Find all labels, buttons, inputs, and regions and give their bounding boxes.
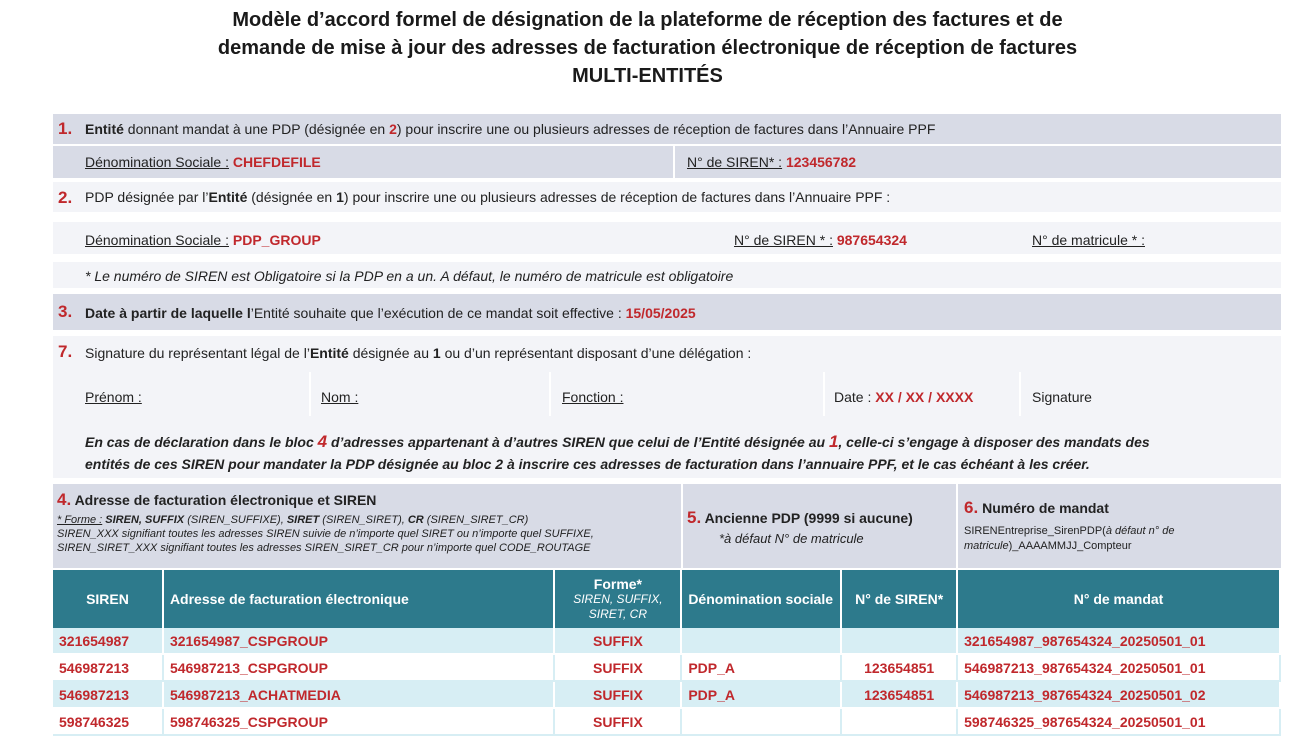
block-7-fields <box>53 372 1281 416</box>
block-5-header <box>683 484 956 568</box>
block-4-line-2: SIREN_XXX signifiant toutes les adresses SIREN suivie de n’importe quel SIRET ou n’importe quel SUFFIXE, <box>57 528 594 540</box>
block-3-number: 3. <box>58 302 73 321</box>
block-2-number: 2. <box>58 188 73 207</box>
table-row <box>53 708 1280 735</box>
cell-nsiren <box>841 708 957 735</box>
block-2-siren: N° de SIREN * : 987654324 <box>734 232 907 248</box>
cell-denomination: PDP_A <box>681 681 841 708</box>
document-title <box>0 6 1295 90</box>
block-5-sub: *à défaut N° de matricule <box>719 531 864 546</box>
cell-adresse: 546987213_ACHATMEDIA <box>163 681 555 708</box>
block-1-denomination: Dénomination Sociale : CHEFDEFILE <box>85 154 321 170</box>
cell-forme: SUFFIX <box>554 681 681 708</box>
cell-denomination <box>681 628 841 654</box>
cell-mandat: 321654987_987654324_20250501_01 <box>957 628 1280 654</box>
cell-mandat: 598746325_987654324_20250501_01 <box>957 708 1280 735</box>
block-2-text: PDP désignée par l’Entité (désignée en 1) pour inscrire une ou plusieurs adresses de réception de factures dans l’Annuaire PPF : <box>85 189 891 205</box>
table-row <box>53 681 1280 708</box>
block-4-title: 4. Adresse de facturation électronique et SIREN <box>57 490 377 509</box>
col-denomination: Dénomination sociale <box>681 570 841 628</box>
col-nsiren: N° de SIREN* <box>841 570 957 628</box>
block-2-matricule: N° de matricule * : <box>1032 232 1145 248</box>
block-4-forme: * Forme : SIREN, SUFFIX (SIREN_SUFFIXE), SIRET (SIREN_SIRET), CR (SIREN_SIRET_CR) <box>57 514 529 526</box>
cell-adresse: 546987213_CSPGROUP <box>163 654 555 681</box>
addresses-table <box>53 570 1281 736</box>
block-2-note-text: * Le numéro de SIREN est Obligatoire si la PDP en a un. A défaut, le numéro de matricule est obligatoire <box>85 268 734 284</box>
block-3 <box>53 294 1281 330</box>
block-7-declaration <box>53 428 1281 478</box>
cell-forme: SUFFIX <box>554 708 681 735</box>
declaration-line-1: En cas de déclaration dans le bloc 4 d’adresses appartenant à d’autres SIREN que celui de l’Entité désignée au 1, celle-ci s’engage à disposer des mandats des <box>85 432 1150 451</box>
block-5-title: 5. Ancienne PDP (9999 si aucune) <box>687 508 913 527</box>
block-7-text: Signature du représentant légal de l’Entité désignée au 1 ou d’un représentant disposant d’une délégation : <box>85 345 752 361</box>
block-6-sub: SIRENEntreprise_SirenPDP(à défaut n° de matricule)_AAAAMMJJ_Compteur <box>964 525 1175 552</box>
nom-label: Nom : <box>321 389 359 405</box>
block-2-denomination: Dénomination Sociale : PDP_GROUP <box>85 232 321 248</box>
cell-nsiren: 123654851 <box>841 654 957 681</box>
cell-denomination: PDP_A <box>681 654 841 681</box>
cell-nsiren <box>841 628 957 654</box>
block-6-title: 6. Numéro de mandat <box>964 498 1109 517</box>
block-2-header <box>53 182 1281 212</box>
signature-label: Signature <box>1032 389 1092 405</box>
block-2-note <box>53 262 1281 288</box>
cell-adresse: 321654987_CSPGROUP <box>163 628 555 654</box>
block-1-header <box>53 114 1281 144</box>
block-1-fields <box>53 146 1281 178</box>
declaration-line-2: entités de ces SIREN pour mandater la PDP désignée au bloc 2 à inscrire ces adresses de facturation dans l’annuaire PPF, et le cas échéant à les créer. <box>85 456 1090 472</box>
cell-nsiren: 123654851 <box>841 681 957 708</box>
col-siren: SIREN <box>53 570 163 628</box>
col-mandat: N° de mandat <box>957 570 1280 628</box>
block-4-header <box>53 484 681 568</box>
cell-mandat: 546987213_987654324_20250501_02 <box>957 681 1280 708</box>
block-1-text: Entité donnant mandat à une PDP (désignée en 2) pour inscrire une ou plusieurs adresses de réception de factures dans l’Annuaire PPF <box>85 121 936 137</box>
block-2-fields <box>53 222 1281 254</box>
block-1-siren: N° de SIREN* : 123456782 <box>687 154 857 170</box>
prenom-label: Prénom : <box>85 389 142 405</box>
cell-siren: 546987213 <box>53 681 163 708</box>
fonction-label: Fonction : <box>562 389 624 405</box>
cell-forme: SUFFIX <box>554 628 681 654</box>
cell-siren: 321654987 <box>53 628 163 654</box>
cell-denomination <box>681 708 841 735</box>
title-line-2: demande de mise à jour des adresses de facturation électronique de réception de factures <box>217 37 1078 59</box>
table-header-row <box>53 570 1280 628</box>
signature-date: Date : XX / XX / XXXX <box>834 389 974 405</box>
table-row <box>53 654 1280 681</box>
cell-mandat: 546987213_987654324_20250501_01 <box>957 654 1280 681</box>
col-adresse: Adresse de facturation électronique <box>163 570 555 628</box>
block-4-line-3: SIREN_SIRET_XXX signifiant toutes les adresses SIREN_SIRET_CR pour n’importe quel CODE_ROUTAGE <box>57 542 591 554</box>
cell-adresse: 598746325_CSPGROUP <box>163 708 555 735</box>
block-1-number: 1. <box>58 119 73 138</box>
cell-siren: 598746325 <box>53 708 163 735</box>
block-7-number: 7. <box>58 342 73 361</box>
table-row <box>53 628 1280 654</box>
title-line-1: Modèle d’accord formel de désignation de la plateforme de réception des factures et de <box>232 9 1063 31</box>
col-forme: Forme* SIREN, SUFFIX, SIRET, CR <box>554 570 681 628</box>
block-6-header <box>958 484 1281 568</box>
cell-siren: 546987213 <box>53 654 163 681</box>
cell-forme: SUFFIX <box>554 654 681 681</box>
title-line-3: MULTI-ENTITÉS <box>572 65 723 87</box>
block-3-text: Date à partir de laquelle l’Entité souhaite que l’exécution de ce mandat soit effective : 15/05/2025 <box>85 305 696 321</box>
